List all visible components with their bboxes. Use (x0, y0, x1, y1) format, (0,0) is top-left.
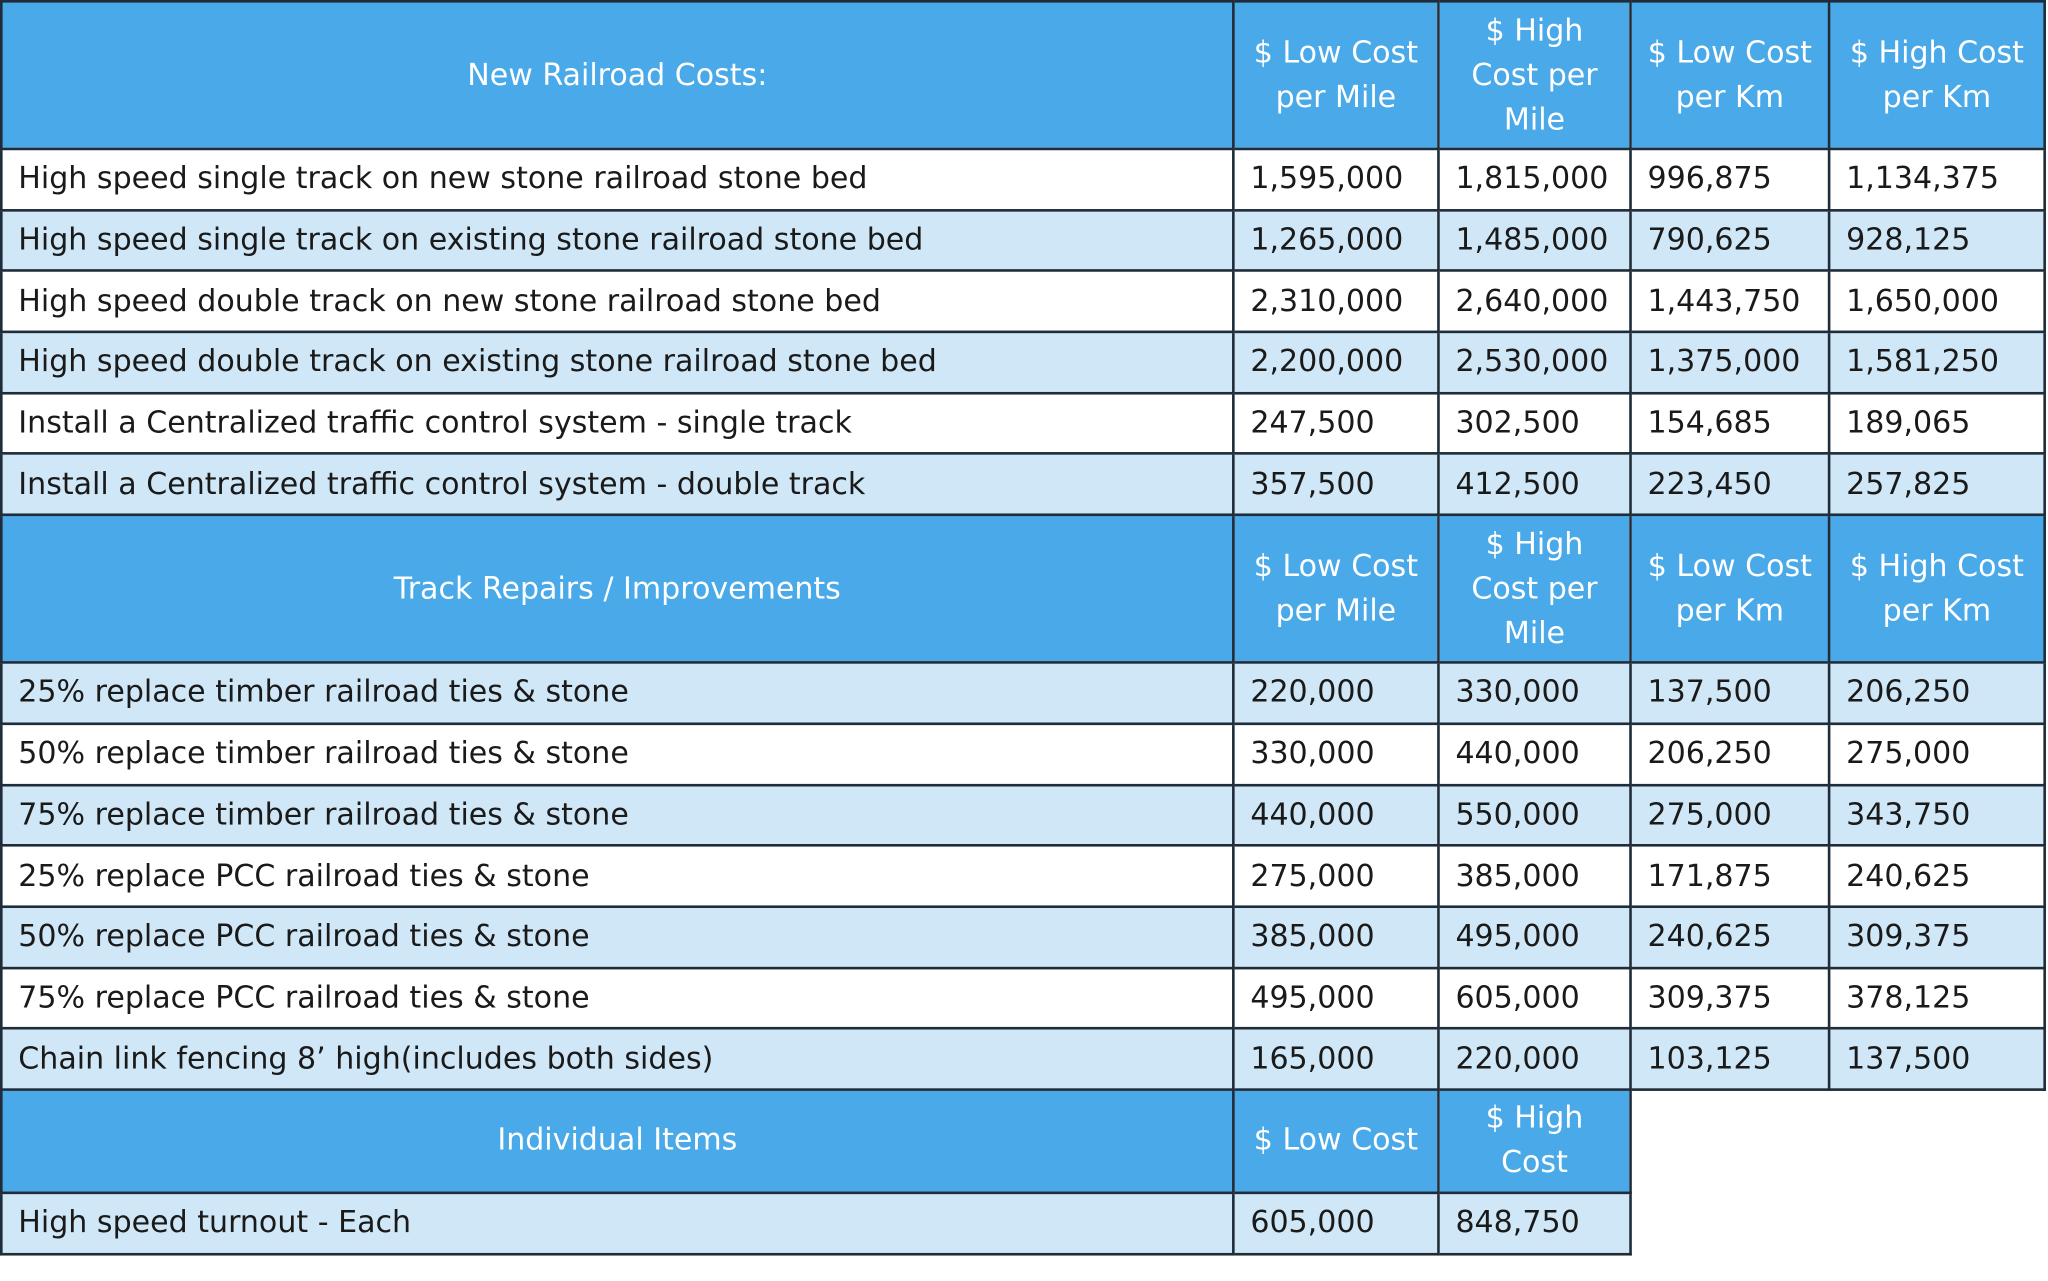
item-cell: Install a Centralized traffic control system - single track (1, 393, 1233, 454)
value-cell: 928,125 (1829, 210, 2045, 271)
item-cell: Chain link fencing 8’ high(includes both sides) (1, 1029, 1233, 1090)
value-cell: 550,000 (1438, 785, 1630, 846)
item-cell: 50% replace PCC railroad ties & stone (1, 907, 1233, 968)
value-cell: 2,640,000 (1438, 271, 1630, 332)
table-row (1, 1029, 2044, 1090)
value-cell: 412,500 (1438, 454, 1630, 515)
value-cell: 495,000 (1233, 968, 1438, 1029)
header-cell: $ High Cost per Mile (1438, 515, 1630, 663)
value-cell: 605,000 (1233, 1193, 1438, 1254)
value-cell: 171,875 (1631, 846, 1830, 907)
table-row (1, 210, 2044, 271)
value-cell: 1,815,000 (1438, 149, 1630, 210)
value-cell: 378,125 (1829, 968, 2045, 1029)
header-row-individual-items (1, 1090, 2044, 1193)
empty-cell (1829, 1090, 2045, 1193)
value-cell: 1,375,000 (1631, 332, 1830, 393)
header-cell: Track Repairs / Improvements (1, 515, 1233, 663)
value-cell: 165,000 (1233, 1029, 1438, 1090)
header-cell: $ Low Cost per Km (1631, 515, 1830, 663)
header-cell: $ High Cost per Km (1829, 515, 2045, 663)
item-cell: 75% replace PCC railroad ties & stone (1, 968, 1233, 1029)
value-cell: 206,250 (1829, 663, 2045, 724)
table-row (1, 724, 2044, 785)
value-cell: 2,200,000 (1233, 332, 1438, 393)
value-cell: 220,000 (1438, 1029, 1630, 1090)
header-cell: $ Low Cost per Mile (1233, 1, 1438, 149)
value-cell: 848,750 (1438, 1193, 1630, 1254)
table-row (1, 846, 2044, 907)
value-cell: 495,000 (1438, 907, 1630, 968)
value-cell: 309,375 (1829, 907, 2045, 968)
header-cell: $ Low Cost (1233, 1090, 1438, 1193)
item-cell: 25% replace timber railroad ties & stone (1, 663, 1233, 724)
table-row (1, 332, 2044, 393)
value-cell: 1,650,000 (1829, 271, 2045, 332)
header-cell: $ Low Cost per Km (1631, 1, 1830, 149)
empty-cell (1631, 1090, 1830, 1193)
value-cell: 220,000 (1233, 663, 1438, 724)
value-cell: 1,581,250 (1829, 332, 2045, 393)
table-row (1, 454, 2044, 515)
value-cell: 790,625 (1631, 210, 1830, 271)
value-cell: 996,875 (1631, 149, 1830, 210)
table-row (1, 907, 2044, 968)
header-row-track-repairs (1, 515, 2044, 663)
table-row (1, 663, 2044, 724)
value-cell: 330,000 (1233, 724, 1438, 785)
value-cell: 275,000 (1631, 785, 1830, 846)
value-cell: 440,000 (1438, 724, 1630, 785)
value-cell: 223,450 (1631, 454, 1830, 515)
item-cell: 50% replace timber railroad ties & stone (1, 724, 1233, 785)
value-cell: 103,125 (1631, 1029, 1830, 1090)
value-cell: 137,500 (1631, 663, 1830, 724)
value-cell: 240,625 (1829, 846, 2045, 907)
empty-cell (1829, 1193, 2045, 1254)
header-row-new-railroad (1, 1, 2044, 149)
value-cell: 385,000 (1438, 846, 1630, 907)
value-cell: 343,750 (1829, 785, 2045, 846)
table-row (1, 271, 2044, 332)
header-cell: $ Low Cost per Mile (1233, 515, 1438, 663)
value-cell: 154,685 (1631, 393, 1830, 454)
item-cell: 25% replace PCC railroad ties & stone (1, 846, 1233, 907)
header-cell: New Railroad Costs: (1, 1, 1233, 149)
header-cell: $ High Cost per Mile (1438, 1, 1630, 149)
value-cell: 1,265,000 (1233, 210, 1438, 271)
empty-cell (1631, 1193, 1830, 1254)
table-row (1, 1193, 2044, 1254)
header-cell: $ High Cost per Km (1829, 1, 2045, 149)
item-cell: High speed single track on existing stone railroad stone bed (1, 210, 1233, 271)
value-cell: 275,000 (1829, 724, 2045, 785)
value-cell: 605,000 (1438, 968, 1630, 1029)
item-cell: High speed double track on existing stone railroad stone bed (1, 332, 1233, 393)
item-cell: High speed double track on new stone railroad stone bed (1, 271, 1233, 332)
value-cell: 206,250 (1631, 724, 1830, 785)
value-cell: 357,500 (1233, 454, 1438, 515)
value-cell: 257,825 (1829, 454, 2045, 515)
value-cell: 189,065 (1829, 393, 2045, 454)
table-row (1, 785, 2044, 846)
value-cell: 275,000 (1233, 846, 1438, 907)
item-cell: 75% replace timber railroad ties & stone (1, 785, 1233, 846)
value-cell: 440,000 (1233, 785, 1438, 846)
header-cell: $ High Cost (1438, 1090, 1630, 1193)
value-cell: 309,375 (1631, 968, 1830, 1029)
value-cell: 1,485,000 (1438, 210, 1630, 271)
item-cell: High speed single track on new stone railroad stone bed (1, 149, 1233, 210)
value-cell: 302,500 (1438, 393, 1630, 454)
item-cell: Install a Centralized traffic control system - double track (1, 454, 1233, 515)
value-cell: 1,595,000 (1233, 149, 1438, 210)
value-cell: 1,443,750 (1631, 271, 1830, 332)
value-cell: 330,000 (1438, 663, 1630, 724)
value-cell: 385,000 (1233, 907, 1438, 968)
header-cell: Individual Items (1, 1090, 1233, 1193)
item-cell: High speed turnout - Each (1, 1193, 1233, 1254)
table-row (1, 968, 2044, 1029)
table-row (1, 149, 2044, 210)
table-row (1, 393, 2044, 454)
value-cell: 2,530,000 (1438, 332, 1630, 393)
value-cell: 2,310,000 (1233, 271, 1438, 332)
value-cell: 240,625 (1631, 907, 1830, 968)
value-cell: 247,500 (1233, 393, 1438, 454)
value-cell: 137,500 (1829, 1029, 2045, 1090)
value-cell: 1,134,375 (1829, 149, 2045, 210)
